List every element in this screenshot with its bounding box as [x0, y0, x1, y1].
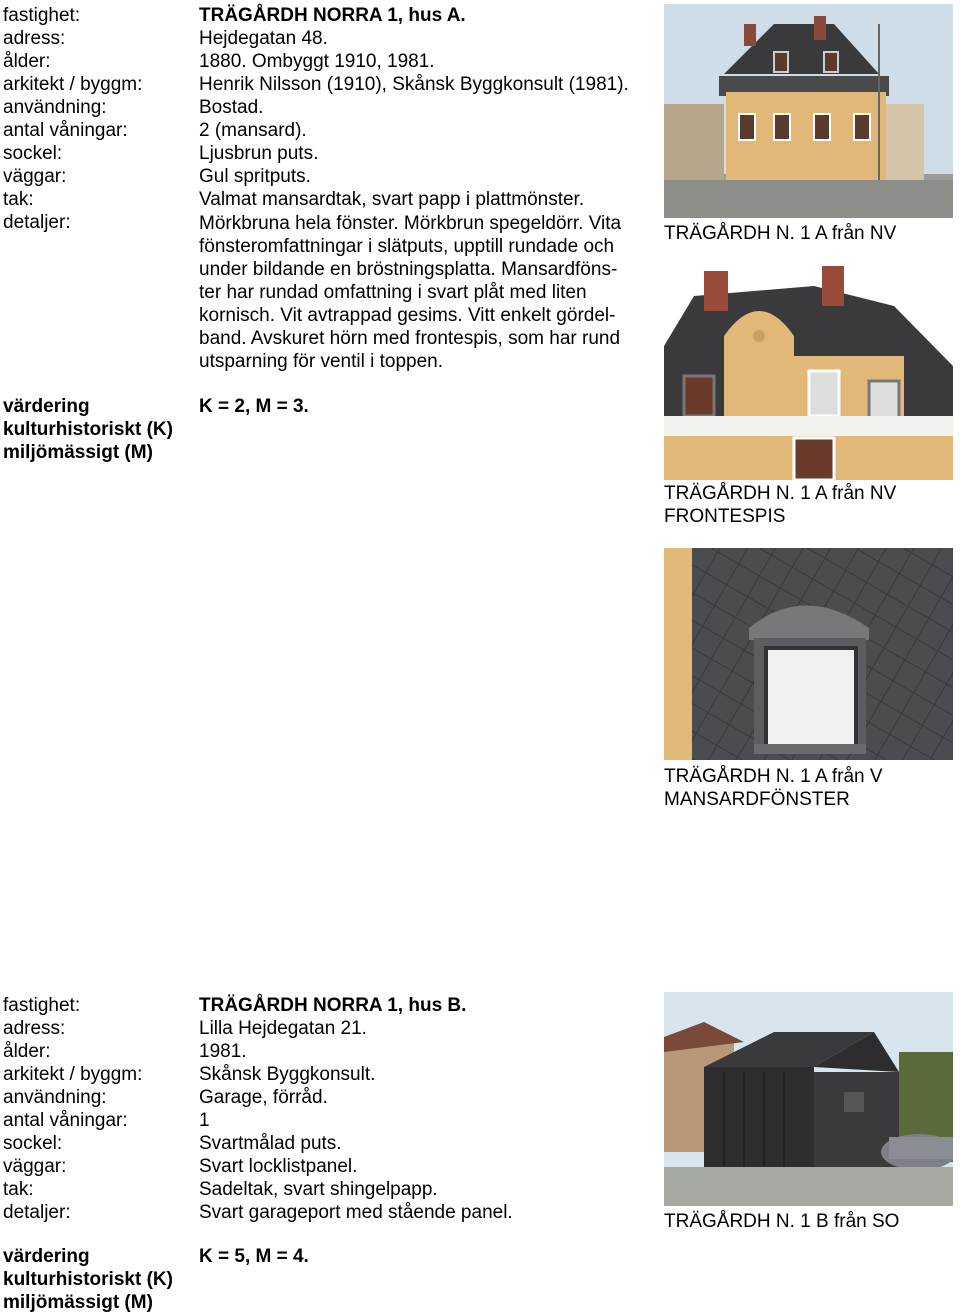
rating-value: K = 2, M = 3. — [199, 396, 309, 417]
field-value-adress: Lilla Hejdegatan 21. — [199, 1018, 367, 1039]
rating-label: kulturhistoriskt (K) — [3, 419, 173, 440]
details-line: kornisch. Vit avtrappad gesims. Vitt enkelt gördel- — [199, 305, 616, 326]
field-label: antal våningar: — [3, 1110, 128, 1131]
field-value-tak: Valmat mansardtak, svart papp i plattmönster. — [199, 189, 585, 210]
details-line: Mörkbruna hela fönster. Mörkbrun spegeldörr. Vita — [199, 213, 622, 234]
field-label: ålder: — [3, 51, 51, 72]
rating-label: värdering — [3, 1246, 90, 1267]
field-value-sockel: Svartmålad puts. — [199, 1133, 342, 1154]
field-value-alder: 1981. — [199, 1041, 247, 1062]
details-line: fönsteromfattningar i slätputs, upptill rundade och — [199, 236, 615, 257]
rating-label: kulturhistoriskt (K) — [3, 1269, 173, 1290]
field-label: ålder: — [3, 1041, 51, 1062]
field-label: arkitekt / byggm: — [3, 74, 143, 95]
field-value-vaningar: 2 (mansard). — [199, 120, 307, 141]
field-value-fastighet: TRÄGÅRDH NORRA 1, hus B. — [199, 995, 467, 1016]
field-label: detaljer: — [3, 1202, 71, 1223]
photo-caption-sub: MANSARDFÖNSTER — [664, 789, 850, 810]
field-label: adress: — [3, 1018, 66, 1039]
photo-caption: TRÄGÅRDH N. 1 A från NV — [664, 483, 897, 504]
field-value-tak: Sadeltak, svart shingelpapp. — [199, 1179, 438, 1200]
field-value-arkitekt: Henrik Nilsson (1910), Skånsk Byggkonsult (1981). — [199, 74, 629, 95]
photo-caption: TRÄGÅRDH N. 1 A från NV — [664, 223, 897, 244]
rating-value: K = 5, M = 4. — [199, 1246, 309, 1267]
field-value-anvandning: Garage, förråd. — [199, 1087, 328, 1108]
photo-house-b-so — [664, 992, 953, 1206]
details-line: band. Avskuret hörn med frontespis, som har rund — [199, 328, 621, 349]
field-value-detaljer: Svart garageport med stående panel. — [199, 1202, 513, 1223]
field-label: fastighet: — [3, 5, 81, 26]
field-value-sockel: Ljusbrun puts. — [199, 143, 319, 164]
field-value-vaggar: Svart locklistpanel. — [199, 1156, 358, 1177]
field-label: antal våningar: — [3, 120, 128, 141]
photo-house-a-mansardfonster — [664, 548, 953, 760]
photo-caption: TRÄGÅRDH N. 1 B från SO — [664, 1211, 900, 1232]
rating-label: miljömässigt (M) — [3, 1292, 153, 1313]
field-value-fastighet: TRÄGÅRDH NORRA 1, hus A. — [199, 5, 466, 26]
photo-house-a-nv — [664, 4, 953, 218]
details-line: utsparning för ventil i toppen. — [199, 351, 443, 372]
field-label: detaljer: — [3, 212, 71, 233]
field-label: tak: — [3, 1179, 34, 1200]
photo-caption: TRÄGÅRDH N. 1 A från V — [664, 766, 883, 787]
rating-label: miljömässigt (M) — [3, 442, 153, 463]
field-label: sockel: — [3, 143, 63, 164]
field-value-vaningar: 1 — [199, 1110, 210, 1131]
field-value-arkitekt: Skånsk Byggkonsult. — [199, 1064, 376, 1085]
field-value-adress: Hejdegatan 48. — [199, 28, 328, 49]
field-label: användning: — [3, 1087, 107, 1108]
field-label: användning: — [3, 97, 107, 118]
field-label: arkitekt / byggm: — [3, 1064, 143, 1085]
field-label: sockel: — [3, 1133, 63, 1154]
field-label: adress: — [3, 28, 66, 49]
photo-house-a-frontespis — [664, 266, 953, 480]
details-line: ter har rundad omfattning i svart plåt med liten — [199, 282, 587, 303]
field-label: väggar: — [3, 166, 67, 187]
field-label: tak: — [3, 189, 34, 210]
rating-label: värdering — [3, 396, 90, 417]
details-paragraph — [199, 212, 659, 373]
field-value-vaggar: Gul spritputs. — [199, 166, 311, 187]
field-value-anvandning: Bostad. — [199, 97, 264, 118]
photo-caption-sub: FRONTESPIS — [664, 506, 786, 527]
field-label: fastighet: — [3, 995, 81, 1016]
field-label: väggar: — [3, 1156, 67, 1177]
details-line: under bildande en bröstningsplatta. Mansardföns- — [199, 259, 618, 280]
field-value-alder: 1880. Ombyggt 1910, 1981. — [199, 51, 435, 72]
